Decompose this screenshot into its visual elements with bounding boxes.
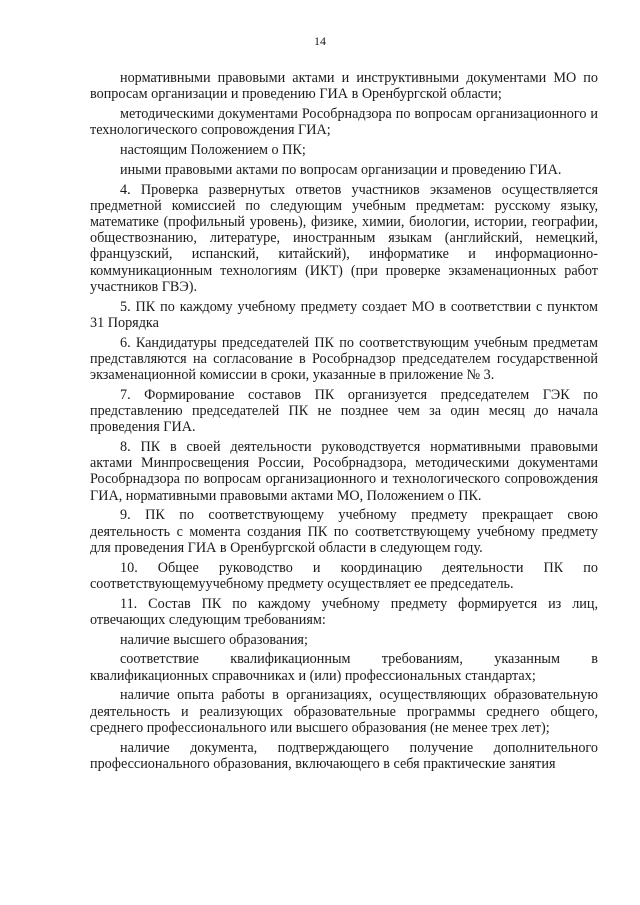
requirement-qualification: соответствие квалификационным требованиям, указанным в квалификационных справочниках и (или) профессиональных стандартах; (90, 651, 598, 684)
paragraph-item-7: 7. Формирование составов ПК организуется председателем ГЭК по представлению председателей ПК не позднее чем за один месяц до начала проведения ГИА. (90, 386, 598, 436)
requirement-experience: наличие опыта работы в организациях, осуществляющих образовательную деятельность и реализующих образовательные программы среднего общего, среднего профессионального или высшего образования (не менее трех лет); (90, 687, 598, 736)
paragraph-item-9: 9. ПК по соответствующему учебному предмету прекращает свою деятельность с момента создания ПК по соответствующему учебному предмету для проведения ГИА в Оренбургской области в следующем году. (90, 507, 598, 556)
paragraph-item-10: 10. Общее руководство и координацию деятельности ПК по соответствующемуучебному предмету осуществляет ее председатель. (90, 559, 598, 592)
requirement-additional-education: наличие документа, подтверждающего получение дополнительного профессионального образования, включающего в себя практические занятия (90, 739, 598, 772)
paragraph-item-8: 8. ПК в своей деятельности руководствуется нормативными правовыми актами Минпросвещения России, Рособрнадзора, методическими документами Рособрнадзора по вопросам организационного и технологического сопровождения ГИА, нормативными правовыми актами МО, Положением о ПК. (90, 439, 598, 504)
paragraph-item-5: 5. ПК по каждому учебному предмету создает МО в соответствии с пунктом 31 Порядка (90, 298, 598, 331)
document-body (90, 70, 598, 776)
paragraph-3: настоящим Положением о ПК; (120, 142, 306, 158)
paragraph-item-4: 4. Проверка развернутых ответов участников экзаменов осуществляется предметной комиссией по следующим учебным предметам: русскому языку, математике (профильный уровень), физике, химии, биологии, истории, географии, обществознанию, литературе, иностранным языкам (английский, немецкий, французский, испанский, китайский), информатике и информационно-коммуникационным технологиям (ИКТ) (при проверке экзаменационных работ участников ГВЭ). (90, 181, 598, 295)
paragraph-item-11: 11. Состав ПК по каждому учебному предмету формируется из лиц, отвечающих следующим требованиям: (90, 595, 598, 628)
paragraph-item-6: 6. Кандидатуры председателей ПК по соответствующим учебным предметам представляются на согласование в Рособрнадзор председателем государственной экзаменационной комиссии в сроки, указанные в приложение № 3. (90, 334, 598, 384)
paragraph-2: методическими документами Рособрнадзора по вопросам организационного и технологического сопровождения ГИА; (90, 106, 598, 139)
paragraph-4: иными правовыми актами по вопросам организации и проведению ГИА. (120, 161, 562, 178)
paragraph-1: нормативными правовыми актами и инструктивными документами МО по вопросам организации и проведению ГИА в Оренбургской области; (90, 70, 598, 103)
requirement-higher-education: наличие высшего образования; (120, 631, 308, 648)
page-number: 14 (314, 34, 326, 48)
